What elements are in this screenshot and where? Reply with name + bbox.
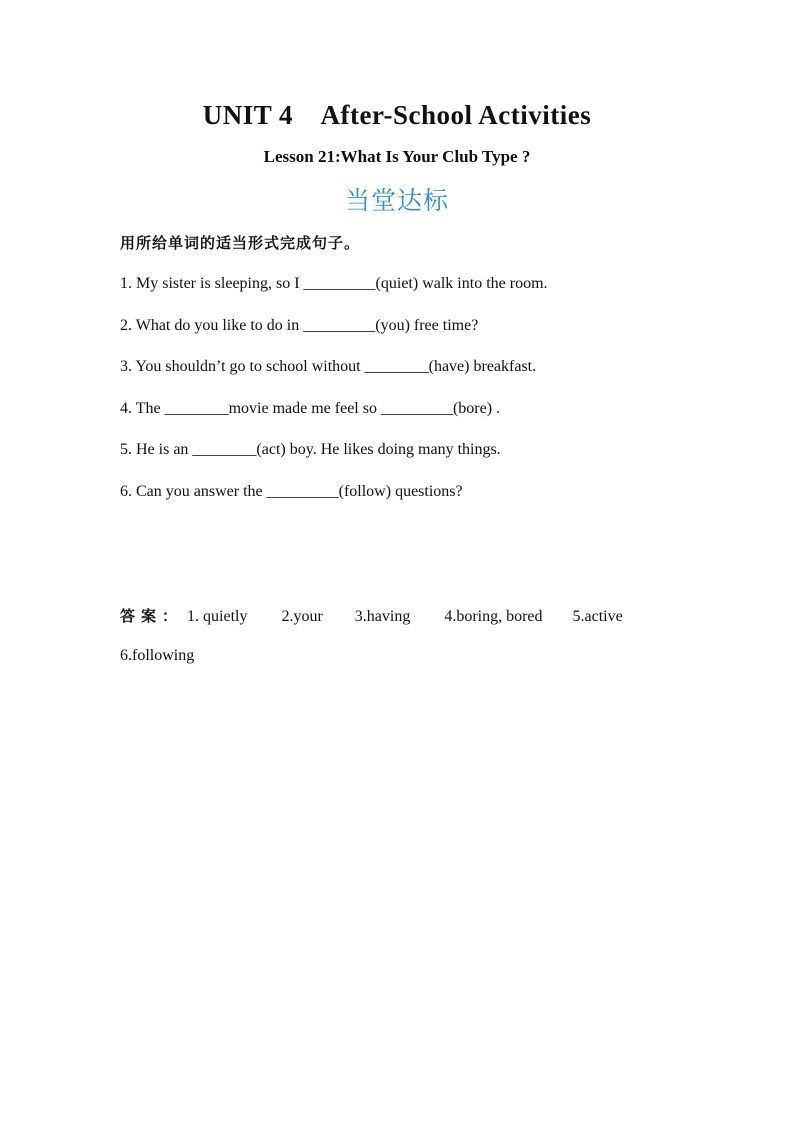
question-item: 3. You shouldn’t go to school without ________(have) breakfast. [120,358,537,376]
answer-item: 3.having [354,608,411,625]
answer-label: 答案： [120,607,184,625]
answer-item: 1. quietly [187,608,248,625]
question-item: 5. He is an ________(act) boy. He likes doing many things. [120,441,501,459]
question-item: 1. My sister is sleeping, so I _________(quiet) walk into the room. [120,275,548,292]
answer-item: 2.your [281,608,323,625]
lesson-subtitle: Lesson 21:What Is Your Club Type ? [263,147,531,166]
section-heading: 当堂达标 [344,186,449,215]
answer-key [120,605,623,626]
exercise-instruction: 用所给单词的适当形式完成句子。 [120,234,361,252]
question-item: 2. What do you like to do in _________(you) free time? [120,316,479,334]
question-item: 6. Can you answer the _________(follow) questions? [120,482,463,500]
answer-item: 5.active [572,608,623,625]
answer-item: 6.following [120,647,195,664]
question-item: 4. The ________movie made me feel so _________(bore) . [120,399,501,417]
question-list [120,272,720,522]
answer-item: 4.boring, bored [444,608,543,625]
unit-title: UNIT 4 After-School Activities [202,100,592,130]
